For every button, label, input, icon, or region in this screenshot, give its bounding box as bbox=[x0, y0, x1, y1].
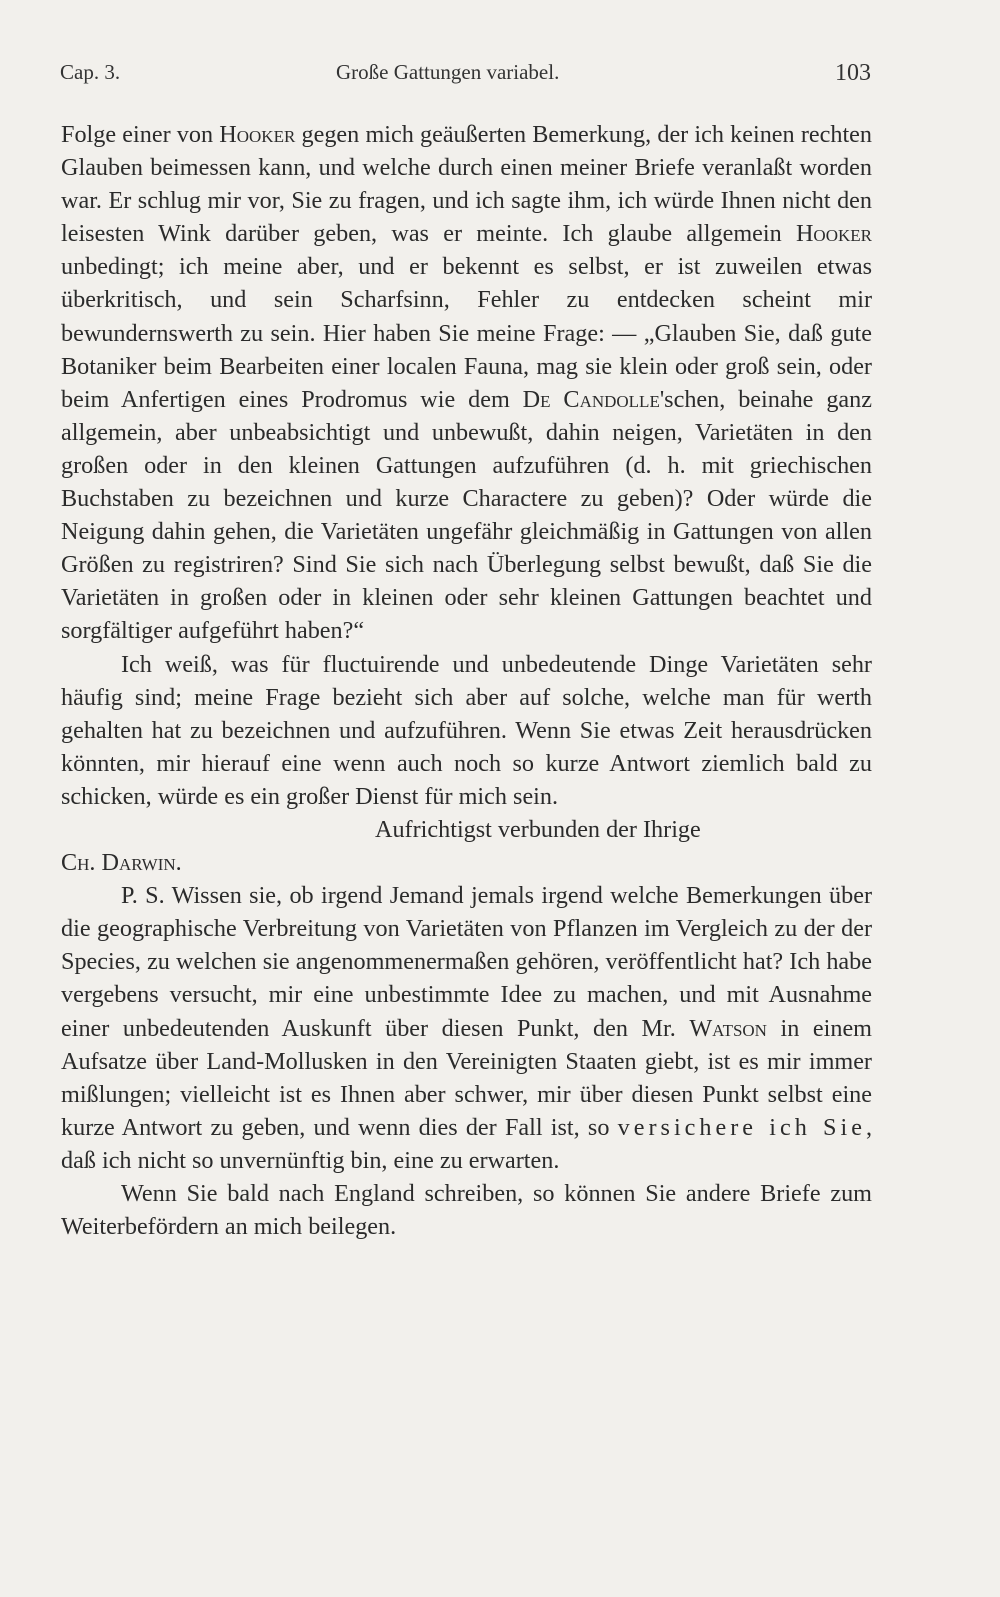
name-watson: Watson bbox=[689, 1014, 767, 1042]
running-header bbox=[60, 60, 871, 90]
paragraph-varieties: Ich weiß, was für fluctuirende und unbedeutende Dinge Varietäten sehr häufig sind; meine Frage bezieht sich aber auf solche, welche man für werth gehalten hat zu bezeichnen und aufzuführen. Wenn Sie etwas Zeit herausdrücken könnten, mir hierauf eine wenn auch noch so kurze Antwort ziemlich bald zu schicken, würde es ein großer Dienst für mich sein. bbox=[61, 650, 872, 810]
emphasis-spaced: versichere ich Sie bbox=[617, 1113, 866, 1141]
chapter-label: Cap. 3. bbox=[60, 60, 121, 84]
name-hooker: Hooker bbox=[795, 220, 872, 248]
closing-salutation: Aufrichtigst verbunden der Ihrige bbox=[375, 815, 701, 843]
page-body bbox=[61, 118, 872, 1243]
paragraph-postscript: P. S. Wissen sie, ob irgend Jemand jemals irgend welche Bemerkungen über die geographische Verbreitung von Varietäten von Pflanzen im Vergleich zu der der Species, zu welchen sie angenommenermaßen gehören, veröffentlicht hat? Ich habe vergebens versucht, mir eine unbestimmte Idee zu machen, und mit Ausnahme einer unbedeutenden Auskunft über diesen Punkt, den Mr. Watson in einem Aufsatze über Land-Mollusken in den Vereinigten Staaten giebt, ist es mir immer mißlungen; vielleicht ist es Ihnen aber schwer, mir über diesen Punkt selbst eine kurze Antwort zu geben, und wenn dies der Fall ist, so versichere ich Sie, daß ich nicht so unvernünftig bin, eine zu erwarten. bbox=[61, 882, 872, 1174]
name-hooker: Hooker bbox=[219, 121, 296, 148]
paragraph-final: Wenn Sie bald nach England schreiben, so können Sie andere Briefe zum Weiterbefördern an mich beilegen. bbox=[61, 1180, 872, 1241]
running-title: Große Gattungen variabel. bbox=[336, 60, 560, 84]
signature: Ch. Darwin. bbox=[61, 849, 182, 877]
paragraph-letter-question: Folge einer von Hooker gegen mich geäußerten Bemerkung, der ich keinen rechten Glauben beimessen kann, und welche durch einen meiner Briefe veranlaßt worden war. Er schlug mir vor, Sie zu fragen, und ich sagte ihm, ich würde Ihnen nicht den leisesten Wink darüber geben, was er meinte. Ich glaube allgemein Hooker unbedingt; ich meine aber, und er bekennt es selbst, er ist zuweilen etwas überkritisch, und sein Scharfsinn, Fehler zu entdecken scheint mir bewundernswerth zu sein. Hier haben Sie meine Frage: — „Glauben Sie, daß gute Botaniker beim Bearbeiten einer localen Fauna, mag sie klein oder groß sein, oder beim Anfertigen eines Prodromus wie dem De Candolle'schen, beinahe ganz allgemein, aber unbeabsichtigt und unbewußt, dahin neigen, Varietäten in den großen oder in den kleinen Gattungen aufzuführen (d. h. mit griechischen Buchstaben zu bezeichnen und kurze Charactere zu geben)? Oder würde die Neigung dahin gehen, die Varietäten ungefähr gleichmäßig in Gattungen von allen Größen zu registriren? Sind Sie sich nach Überlegung selbst bewußt, daß Sie die Varietäten in großen oder in kleinen oder sehr kleinen Gattungen beachtet und sorgfältiger aufgeführt haben?“ bbox=[61, 121, 872, 645]
name-de-candolle: De Candolle bbox=[522, 385, 660, 413]
page-number: 103 bbox=[835, 60, 871, 86]
